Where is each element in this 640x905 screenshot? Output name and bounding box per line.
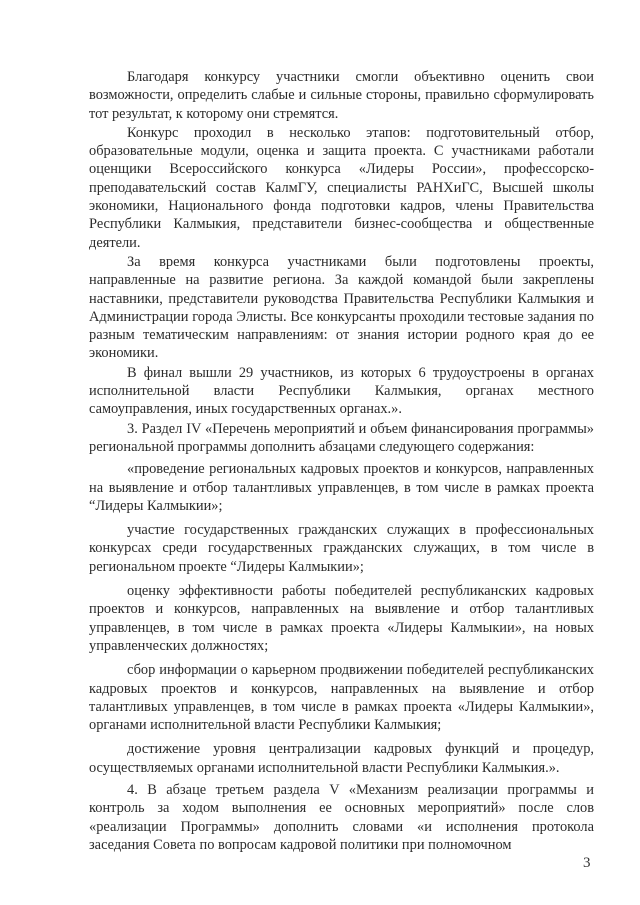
paragraph-section-iv: 3. Раздел IV «Перечень мероприятий и объем финансирования программы» региональной программы дополнить абзацами следующего содержания: (89, 420, 594, 455)
document-page (89, 68, 594, 854)
page-number: 3 (583, 855, 591, 871)
paragraph-contest-stages: Конкурс проходил в несколько этапов: подготовительный отбор, образовательные модули, оценка и защита проекта. С участниками работали оценщики Всероссийского конкурса «Лидеры России», профессорско-преподавательский состав КалмГУ, специалисты РАНХиГС, Высшей школы экономики, Национального фонда подготовки кадров, члены Правительства Республики Калмыкия, представители бизнес-сообщества и общественные деятели. (89, 124, 594, 251)
paragraph-outcomes: Благодаря конкурсу участники смогли объективно оценить свои возможности, определить слабые и сильные стороны, правильно сформулировать тот результат, к которому они стремятся. (89, 69, 594, 122)
paragraph-section-v: 4. В абзаце третьем раздела V «Механизм реализации программы и контроль за ходом выполнения ее основных мероприятий» после слов «реализации Программы» дополнить словами «и исполнения протокола заседания Совета по вопросам кадровой политики при полномочном (89, 781, 594, 853)
list-item-career-tracking: сбор информации о карьерном продвижении победителей республиканских кадровых проектов и конкурсов, направленных на выявление и отбор талантливых управленцев, в том числе в рамках проекта «Лидеры Калмыкии», органами исполнительной власти Республики Калмыкия; (89, 662, 594, 734)
list-item-professional-contests: участие государственных гражданских служащих в профессиональных конкурсах среди государственных гражданских служащих, в том числе в региональном проекте “Лидеры Калмыкии»; (89, 522, 594, 575)
paragraph-projects: За время конкурса участниками были подготовлены проекты, направленные на развитие региона. За каждой командой были закреплены наставники, представители руководства Правительства Республики Калмыкия и Администрации города Элисты. Все конкурсанты проходили тестовые задания по разным тематическим направлениям: от знания истории родного края до ее экономики. (89, 253, 594, 362)
list-item-centralization: достижение уровня централизации кадровых функций и процедур, осуществляемых органами исполнительной власти Республики Калмыкия.». (89, 741, 594, 776)
list-item-effectiveness: оценку эффективности работы победителей республиканских кадровых проектов и конкурсов, направленных на выявление и отбор талантливых управленцев, в том числе в рамках проекта «Лидеры Калмыкии», на новых управленческих должностях; (89, 583, 594, 654)
list-item-regional-projects: «проведение региональных кадровых проектов и конкурсов, направленных на выявление и отбор талантливых управленцев, в том числе в рамках проекта “Лидеры Калмыкии»; (89, 461, 594, 514)
paragraph-finalists: В финал вышли 29 участников, из которых 6 трудоустроены в органах исполнительной власти Республики Калмыкия, органах местного самоуправления, иных государственных органах.». (89, 364, 594, 418)
